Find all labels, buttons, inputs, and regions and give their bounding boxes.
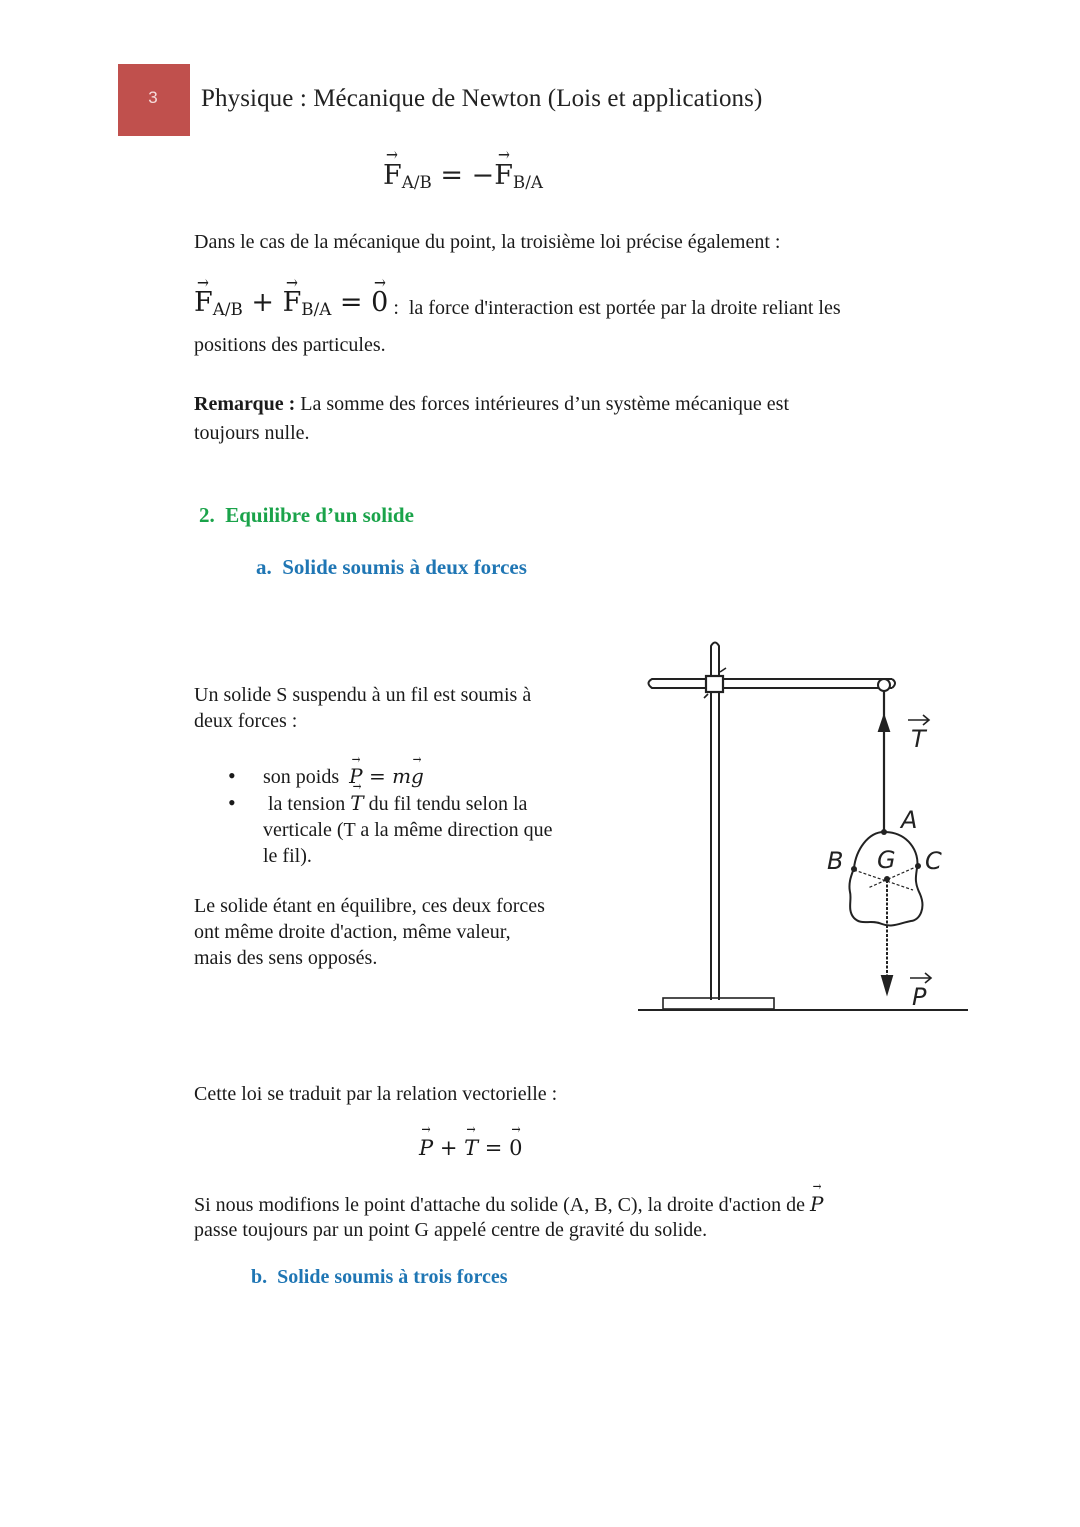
remark-text: La somme des forces intérieures d’un système mécanique est [295, 393, 790, 415]
point-g-dot [884, 876, 890, 882]
symbol: F [194, 287, 213, 318]
vector-zero [509, 1134, 522, 1163]
item-text: la tension [263, 793, 351, 815]
equilibrium-line: ont même droite d'action, même valeur, [194, 921, 511, 943]
section-heading-equilibrium: 2. Equilibre d’un solide [199, 503, 414, 527]
list-item-weight [194, 763, 614, 790]
subscript: A/B [401, 172, 432, 193]
symbol: T [350, 791, 364, 815]
bullet-icon: • [228, 763, 236, 788]
remark-text-cont: toujours nulle. [194, 422, 310, 444]
item-text: verticale (T a la même direction que [263, 819, 553, 841]
figure-suspended-solid [630, 628, 975, 1023]
label-point-c: C [925, 847, 942, 875]
vector-p [810, 1190, 823, 1219]
symbol: F [383, 160, 402, 191]
symbol: T [464, 1136, 479, 1160]
paragraph-center-of-gravity-cont: passe toujours par un point G appelé centre de gravité du solide. [194, 1219, 708, 1241]
label-point-b: B [827, 847, 844, 875]
equilibrium-line: mais des sens opposés. [194, 947, 378, 969]
clamp [706, 676, 723, 692]
item-text: le fil). [263, 845, 312, 867]
operator: + [242, 287, 283, 318]
operator: + [433, 1136, 465, 1160]
symbol: P [349, 764, 363, 788]
vector-f-ab [194, 288, 213, 317]
vector-f-ba [283, 288, 302, 317]
subscript: B/A [512, 172, 543, 193]
interaction-text: : la force d'interaction est portée par la droite reliant les [388, 297, 841, 319]
forces-list [194, 763, 614, 869]
symbol: F [282, 287, 302, 318]
label-point-a: A [901, 806, 918, 834]
symbol-m: m [392, 764, 412, 788]
symbol: P [419, 1136, 434, 1160]
point-c-dot [915, 863, 921, 869]
equation-third-law [383, 160, 543, 192]
equation-sum-zero [194, 287, 388, 318]
vector-f-ab [383, 160, 402, 191]
diagram [630, 628, 975, 1023]
vector-t [464, 1134, 478, 1163]
symbol: P [810, 1192, 824, 1216]
intro-line: Un solide S suspendu à un fil est soumis à [194, 684, 532, 706]
equilibrium-line: Le solide étant en équilibre, ces deux forces [194, 895, 545, 917]
label-tension: T [911, 725, 926, 753]
symbol: g [411, 764, 424, 788]
operator: = − [431, 160, 495, 191]
equation-p-plus-t [419, 1134, 522, 1163]
point-b-dot [851, 866, 857, 872]
vector-f-ba [494, 160, 513, 191]
stand-arm [649, 679, 893, 688]
paragraph-interaction [194, 288, 841, 324]
intro-line: deux forces : [194, 710, 298, 732]
paragraph-text: Si nous modifions le point d'attache du solide (A, B, C), la droite d'action de [194, 1194, 810, 1216]
two-forces-text [194, 682, 614, 971]
vector-zero [371, 288, 388, 317]
page-number-badge [118, 64, 190, 136]
remark [194, 390, 789, 419]
point-a-dot [881, 829, 887, 835]
operator: = [478, 1136, 510, 1160]
list-item-tension [194, 790, 614, 869]
subsection-heading-two-forces: a. Solide soumis à deux forces [256, 555, 527, 579]
vector-g [411, 763, 424, 789]
item-text: du fil tendu selon la [363, 793, 528, 815]
page-number: 3 [148, 88, 158, 107]
vector-t [350, 790, 363, 816]
symbol: F [494, 160, 513, 191]
subscript: B/A [301, 299, 332, 320]
label-weight: P [912, 983, 927, 1011]
stand-rod [711, 643, 719, 1001]
symbol: 0 [509, 1136, 523, 1160]
operator: = [362, 764, 393, 788]
bullet-icon: • [228, 790, 236, 815]
subscript: A/B [212, 299, 243, 320]
symbol: 0 [371, 287, 389, 318]
label-point-g: G [877, 846, 896, 874]
weight-arrow-head [882, 976, 892, 993]
paragraph-interaction-cont: positions des particules. [194, 334, 386, 356]
page-title: Physique : Mécanique de Newton (Lois et applications) [201, 85, 763, 112]
item-text: son poids [263, 766, 350, 788]
operator: = [331, 287, 372, 318]
subsection-heading-three-forces: b. Solide soumis à trois forces [251, 1266, 508, 1288]
paragraph-intro-point: Dans le cas de la mécanique du point, la troisième loi précise également : [194, 231, 781, 253]
remark-label: Remarque : [194, 393, 296, 415]
tension-arrow-head [879, 716, 889, 731]
relation-intro: Cette loi se traduit par la relation vectorielle : [194, 1083, 558, 1105]
vector-p [419, 1134, 433, 1163]
